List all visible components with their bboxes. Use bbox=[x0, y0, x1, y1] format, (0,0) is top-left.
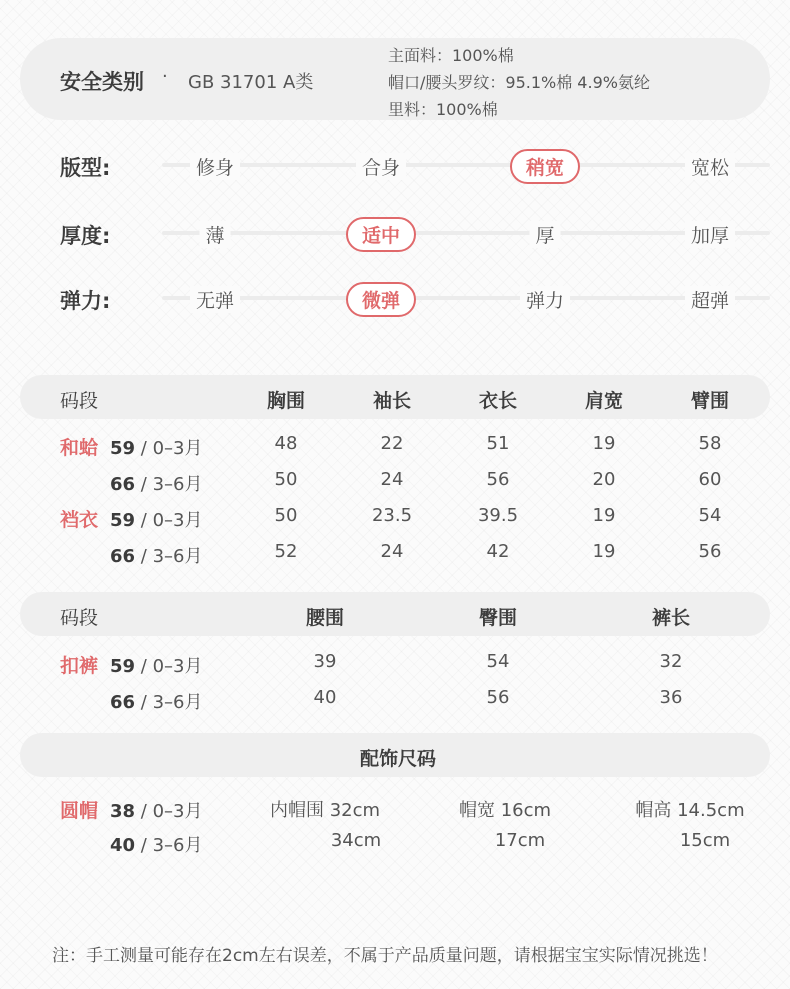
material-line-3: 里料：100%棉 bbox=[388, 100, 498, 119]
attribute-option: 宽松 bbox=[685, 153, 735, 180]
measurement-note: 注：手工测量可能存在2cm左右误差，不属于产品质量问题，请根据宝宝实际情况挑选！ bbox=[52, 946, 718, 966]
size-code: 59 bbox=[110, 510, 136, 531]
attribute-track bbox=[162, 231, 770, 235]
table-cell: 帽高 14.5cm bbox=[635, 800, 745, 821]
attribute-option: 无弹 bbox=[190, 286, 240, 313]
table-cell: 48 bbox=[274, 433, 298, 454]
table1-header-size: 码段 bbox=[60, 390, 99, 412]
table1-header-arm: 臂围 bbox=[690, 390, 730, 412]
table-cell: 20 bbox=[592, 469, 616, 490]
table-cell: 51 bbox=[486, 433, 510, 454]
attribute-track bbox=[162, 296, 770, 300]
table1-header-length: 衣长 bbox=[478, 390, 518, 412]
table-cell: 56 bbox=[698, 541, 722, 562]
attribute-option-selected: 稍宽 bbox=[510, 149, 580, 184]
attribute-option-selected: 微弹 bbox=[346, 282, 416, 317]
table1-header-shoulder: 肩宽 bbox=[584, 390, 624, 412]
size-range bbox=[110, 434, 202, 460]
attribute-option: 修身 bbox=[190, 153, 240, 180]
product-category: 和蛤 bbox=[60, 437, 99, 459]
age-range: / 0–3月 bbox=[135, 801, 203, 822]
table-cell: 52 bbox=[274, 541, 298, 562]
table1-header-sleeve: 袖长 bbox=[372, 390, 412, 412]
table-cell: 42 bbox=[486, 541, 510, 562]
size-code: 40 bbox=[110, 835, 136, 856]
age-range: / 3–6月 bbox=[135, 546, 203, 567]
attribute-option: 弹力 bbox=[520, 286, 570, 313]
attribute-option: 加厚 bbox=[685, 221, 735, 248]
table-cell: 36 bbox=[659, 687, 683, 708]
size-code: 59 bbox=[110, 438, 136, 459]
product-category: 扣裤 bbox=[60, 655, 99, 677]
material-line-1: 主面料：100%棉 bbox=[388, 46, 514, 65]
age-range: / 3–6月 bbox=[135, 692, 203, 713]
size-range bbox=[110, 831, 202, 857]
table-cell: 17cm bbox=[494, 830, 546, 851]
table1-header-chest: 胸围 bbox=[266, 390, 306, 412]
attribute-option: 薄 bbox=[199, 221, 230, 248]
safety-label: 安全类别 bbox=[60, 70, 144, 94]
table-cell: 54 bbox=[698, 505, 722, 526]
accessories-title: 配饰尺码 bbox=[359, 748, 437, 770]
table-cell: 24 bbox=[380, 541, 404, 562]
table-cell: 34cm bbox=[330, 830, 382, 851]
table-cell: 19 bbox=[592, 433, 616, 454]
size-code: 38 bbox=[110, 801, 136, 822]
size-range bbox=[110, 688, 202, 714]
table-cell: 58 bbox=[698, 433, 722, 454]
accessories-group: 圆帽 bbox=[60, 800, 99, 822]
table-cell: 19 bbox=[592, 541, 616, 562]
attribute-option-selected: 适中 bbox=[346, 217, 416, 252]
size-range bbox=[110, 797, 202, 823]
age-range: / 3–6月 bbox=[135, 835, 203, 856]
age-range: / 0–3月 bbox=[135, 438, 203, 459]
age-range: / 0–3月 bbox=[135, 656, 203, 677]
table2-header-hip: 臀围 bbox=[478, 607, 518, 629]
attribute-option: 超弹 bbox=[685, 286, 735, 313]
table-cell: 22 bbox=[380, 433, 404, 454]
attribute-label: 弹力: bbox=[60, 289, 111, 313]
safety-standard: GB 31701 A类 bbox=[188, 72, 314, 93]
size-range bbox=[110, 470, 202, 496]
size-code: 66 bbox=[110, 692, 136, 713]
table2-header-pants-length: 裤长 bbox=[651, 607, 691, 629]
table-cell: 15cm bbox=[679, 830, 731, 851]
table-cell: 56 bbox=[486, 469, 510, 490]
attribute-label: 版型: bbox=[60, 156, 111, 180]
size-range bbox=[110, 652, 202, 678]
table-cell: 19 bbox=[592, 505, 616, 526]
attribute-label: 厚度: bbox=[60, 224, 111, 248]
table-cell: 54 bbox=[486, 651, 510, 672]
table-cell: 56 bbox=[486, 687, 510, 708]
table-cell: 23.5 bbox=[371, 505, 413, 526]
arrow-icon: · bbox=[162, 66, 168, 87]
age-range: / 3–6月 bbox=[135, 474, 203, 495]
table-cell: 32 bbox=[659, 651, 683, 672]
table-cell: 40 bbox=[313, 687, 337, 708]
age-range: / 0–3月 bbox=[135, 510, 203, 531]
size-range bbox=[110, 542, 202, 568]
attribute-option: 厚 bbox=[529, 221, 560, 248]
table-cell: 50 bbox=[274, 469, 298, 490]
table-cell: 39 bbox=[313, 651, 337, 672]
table-cell: 24 bbox=[380, 469, 404, 490]
table-cell: 帽宽 16cm bbox=[458, 800, 552, 821]
table-cell: 内帽围 32cm bbox=[269, 800, 381, 821]
attribute-track bbox=[162, 163, 770, 167]
product-category: 裆衣 bbox=[60, 509, 99, 531]
table2-header-waist: 腰围 bbox=[305, 607, 345, 629]
size-range bbox=[110, 506, 202, 532]
table2-header-size: 码段 bbox=[60, 607, 99, 629]
table-cell: 39.5 bbox=[477, 505, 519, 526]
size-code: 59 bbox=[110, 656, 136, 677]
size-code: 66 bbox=[110, 474, 136, 495]
material-line-2: 帽口/腰头罗纹：95.1%棉 4.9%氨纶 bbox=[388, 73, 650, 92]
attribute-option: 合身 bbox=[356, 153, 406, 180]
size-code: 66 bbox=[110, 546, 136, 567]
table-cell: 50 bbox=[274, 505, 298, 526]
table-cell: 60 bbox=[698, 469, 722, 490]
